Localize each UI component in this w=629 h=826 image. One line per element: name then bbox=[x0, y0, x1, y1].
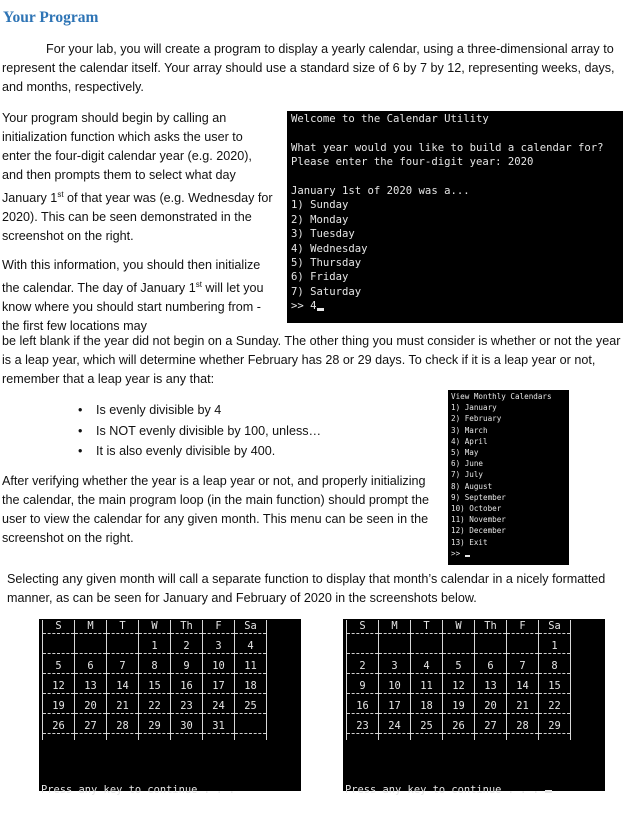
init-paragraph bbox=[2, 109, 274, 246]
separator-cell bbox=[443, 734, 475, 741]
menu-option: 1) January bbox=[451, 403, 497, 413]
day-cell: 24 bbox=[203, 700, 235, 714]
day-header: F bbox=[203, 620, 235, 634]
day-cell: 27 bbox=[475, 720, 507, 734]
console-blank bbox=[291, 126, 619, 140]
day-cell bbox=[443, 640, 475, 654]
console-input: >> 4 bbox=[291, 300, 317, 313]
press-any-key bbox=[345, 784, 552, 796]
day-cell bbox=[75, 640, 107, 654]
menu-option: 9) September bbox=[451, 492, 506, 502]
day-cell: 1 bbox=[539, 640, 571, 654]
day-cell: 15 bbox=[139, 680, 171, 694]
menu-option: 7) July bbox=[451, 470, 484, 480]
calendar-week-row bbox=[43, 640, 267, 654]
day-cell: 12 bbox=[443, 680, 475, 694]
bullet-item: • Is evenly divisible by 4 bbox=[78, 400, 321, 421]
calendar-week-row bbox=[43, 700, 267, 714]
bullet-item: • Is NOT evenly divisible by 100, unless… bbox=[78, 421, 321, 442]
menu-title: View Monthly Calendars bbox=[451, 392, 552, 401]
day-cell: 2 bbox=[171, 640, 203, 654]
calendar-grid bbox=[346, 620, 571, 740]
january-calendar-console bbox=[39, 619, 301, 796]
day-cell: 14 bbox=[507, 680, 539, 694]
menu-option: 11) November bbox=[451, 515, 506, 525]
day-header: Th bbox=[171, 620, 203, 634]
separator-cell bbox=[539, 734, 571, 741]
day-cell: 23 bbox=[171, 700, 203, 714]
calendar-week-row bbox=[43, 720, 267, 734]
day-cell: 29 bbox=[139, 720, 171, 734]
menu-option: 3) March bbox=[451, 425, 488, 435]
menu-option: 6) June bbox=[451, 459, 484, 469]
initialize-text-a: With this information, you should then initialize the calendar. The day of January 1 bbox=[2, 258, 261, 296]
day-cell: 22 bbox=[139, 700, 171, 714]
day-cell: 22 bbox=[539, 700, 571, 714]
day-cell: 26 bbox=[43, 720, 75, 734]
day-cell: 6 bbox=[475, 660, 507, 674]
calendar-week-row bbox=[347, 700, 571, 714]
day-cell: 17 bbox=[379, 700, 411, 714]
day-cell: 23 bbox=[347, 720, 379, 734]
day-cell bbox=[347, 640, 379, 654]
february-calendar-console bbox=[343, 619, 605, 796]
day-cell: 9 bbox=[171, 660, 203, 674]
separator-cell bbox=[107, 734, 139, 741]
calendar-week-row bbox=[347, 660, 571, 674]
leap-year-rules bbox=[78, 400, 321, 462]
day-cell: 16 bbox=[171, 680, 203, 694]
day-cell: 21 bbox=[507, 700, 539, 714]
separator-cell bbox=[203, 734, 235, 741]
day-header: Sa bbox=[235, 620, 267, 634]
day-cell: 7 bbox=[107, 660, 139, 674]
day-header: W bbox=[443, 620, 475, 634]
console-option: 7) Saturday bbox=[291, 285, 362, 298]
day-cell bbox=[107, 640, 139, 654]
console-option: 2) Monday bbox=[291, 213, 349, 226]
console-year-prompt: Please enter the four-digit year: 2020 bbox=[291, 156, 534, 169]
cursor-icon bbox=[317, 308, 324, 311]
day-cell: 20 bbox=[475, 700, 507, 714]
console-jan-prompt: January 1st of 2020 was a... bbox=[291, 185, 470, 198]
day-cell: 11 bbox=[235, 660, 267, 674]
press-any-key bbox=[41, 784, 235, 796]
initialize-sup: st bbox=[195, 280, 202, 289]
day-cell: 13 bbox=[75, 680, 107, 694]
console-option: 5) Thursday bbox=[291, 257, 362, 270]
menu-console bbox=[448, 390, 569, 565]
menu-input-line bbox=[451, 548, 566, 559]
day-cell: 19 bbox=[43, 700, 75, 714]
separator-cell bbox=[411, 734, 443, 741]
day-cell: 4 bbox=[411, 660, 443, 674]
separator-cell bbox=[347, 734, 379, 741]
calendar-week-row bbox=[347, 680, 571, 694]
day-cell: 25 bbox=[235, 700, 267, 714]
day-cell: 9 bbox=[347, 680, 379, 694]
console-question: What year would you like to build a calendar for? bbox=[291, 141, 604, 154]
console-option: 6) Friday bbox=[291, 271, 349, 284]
day-cell: 26 bbox=[443, 720, 475, 734]
day-cell: 13 bbox=[475, 680, 507, 694]
day-header: Th bbox=[475, 620, 507, 634]
day-cell: 5 bbox=[443, 660, 475, 674]
menu-option: 13) Exit bbox=[451, 537, 488, 547]
day-cell: 2 bbox=[347, 660, 379, 674]
day-cell: 18 bbox=[235, 680, 267, 694]
day-cell: 1 bbox=[139, 640, 171, 654]
intro-paragraph: For your lab, you will create a program to display a yearly calendar, using a three-dimensional array to represent the calendar itself. Your array should use a standard size of 6 by 7 by 12, representing weeks, days, and months, respectively. bbox=[2, 42, 615, 94]
day-cell bbox=[379, 640, 411, 654]
day-cell: 10 bbox=[203, 660, 235, 674]
day-cell: 29 bbox=[539, 720, 571, 734]
day-cell: 24 bbox=[379, 720, 411, 734]
separator-cell bbox=[75, 734, 107, 741]
day-cell bbox=[411, 640, 443, 654]
day-cell: 4 bbox=[235, 640, 267, 654]
day-cell: 8 bbox=[139, 660, 171, 674]
day-cell bbox=[507, 640, 539, 654]
menu-paragraph: After verifying whether the year is a leap year or not, and properly initializing the calendar, the main program loop (in the main function) should prompt the user to view the calendar for any given month. This menu can be seen in the screenshot on the right. bbox=[2, 474, 430, 545]
menu-input: >> bbox=[451, 548, 465, 558]
day-cell: 6 bbox=[75, 660, 107, 674]
day-cell: 30 bbox=[171, 720, 203, 734]
day-cell: 20 bbox=[75, 700, 107, 714]
console-input-line bbox=[291, 299, 619, 313]
init-sup: st bbox=[57, 190, 64, 199]
day-cell: 17 bbox=[203, 680, 235, 694]
day-header: S bbox=[347, 620, 379, 634]
day-cell: 5 bbox=[43, 660, 75, 674]
day-cell: 3 bbox=[203, 640, 235, 654]
day-cell bbox=[43, 640, 75, 654]
day-cell bbox=[235, 720, 267, 734]
day-header: T bbox=[411, 620, 443, 634]
init-text-a: Your program should begin by calling an initialization function which asks the user to enter the four-digit calendar year (e.g. 2020), and then prompts them to select what day January 1 bbox=[2, 111, 252, 206]
day-header: W bbox=[139, 620, 171, 634]
day-cell: 16 bbox=[347, 700, 379, 714]
day-cell: 28 bbox=[107, 720, 139, 734]
init-text-b: of that year was (e.g. Wednesday for 2020). This can be seen demonstrated in the screenshot on the right. bbox=[2, 191, 273, 244]
separator-cell bbox=[171, 734, 203, 741]
day-header: Sa bbox=[539, 620, 571, 634]
leap-year-paragraph: be left blank if the year did not begin on a Sunday. The other thing you must consider is whether or not the year is a leap year, which will determine whether February has 28 or 29 days. To check if it is a leap year or not, remember that a leap year is any that: bbox=[2, 334, 621, 386]
menu-option: 10) October bbox=[451, 504, 502, 514]
calendar-week-row bbox=[347, 640, 571, 654]
day-cell: 8 bbox=[539, 660, 571, 674]
day-cell: 10 bbox=[379, 680, 411, 694]
separator-cell bbox=[379, 734, 411, 741]
day-cell: 3 bbox=[379, 660, 411, 674]
menu-option: 8) August bbox=[451, 481, 493, 491]
day-cell: 31 bbox=[203, 720, 235, 734]
display-paragraph: Selecting any given month will call a separate function to display that month’s calendar in a nicely formatted manner, as can be seen for January and February of 2020 in the screenshots below. bbox=[7, 572, 606, 605]
calendar-header-row bbox=[347, 620, 571, 634]
console-option: 3) Tuesday bbox=[291, 228, 355, 241]
day-header: M bbox=[75, 620, 107, 634]
day-cell: 21 bbox=[107, 700, 139, 714]
press-any-key-text: Press any key to continue . . . bbox=[345, 784, 539, 796]
calendar-header-row bbox=[43, 620, 267, 634]
day-header: F bbox=[507, 620, 539, 634]
separator-cell bbox=[475, 734, 507, 741]
bullet-item: • It is also evenly divisible by 400. bbox=[78, 441, 321, 462]
day-header: M bbox=[379, 620, 411, 634]
day-cell: 28 bbox=[507, 720, 539, 734]
day-cell: 14 bbox=[107, 680, 139, 694]
day-cell: 27 bbox=[75, 720, 107, 734]
initialize-text-b: will let you know where you should start numbering from - the first few locations may bbox=[2, 281, 264, 334]
menu-option: 4) April bbox=[451, 436, 488, 446]
menu-option: 2) February bbox=[451, 414, 502, 424]
section-heading: Your Program bbox=[3, 9, 99, 26]
day-cell: 12 bbox=[43, 680, 75, 694]
console-option: 1) Sunday bbox=[291, 199, 349, 212]
day-cell: 7 bbox=[507, 660, 539, 674]
menu-option: 5) May bbox=[451, 448, 479, 458]
separator-cell bbox=[139, 734, 171, 741]
menu-option: 12) December bbox=[451, 526, 506, 536]
day-cell: 11 bbox=[411, 680, 443, 694]
day-cell: 18 bbox=[411, 700, 443, 714]
row-separator bbox=[43, 734, 267, 741]
separator-cell bbox=[235, 734, 267, 741]
row-separator bbox=[347, 734, 571, 741]
separator-cell bbox=[507, 734, 539, 741]
separator-cell bbox=[43, 734, 75, 741]
initialize-paragraph bbox=[2, 256, 274, 336]
day-cell: 25 bbox=[411, 720, 443, 734]
day-header: T bbox=[107, 620, 139, 634]
console-blank bbox=[291, 170, 619, 184]
cursor-icon bbox=[465, 555, 470, 557]
press-any-key-text: Press any key to continue . . . bbox=[41, 784, 235, 796]
calendar-week-row bbox=[43, 680, 267, 694]
setup-console bbox=[287, 111, 623, 323]
day-cell bbox=[475, 640, 507, 654]
calendar-week-row bbox=[43, 660, 267, 674]
cursor-icon bbox=[545, 790, 552, 793]
calendar-week-row bbox=[347, 720, 571, 734]
calendar-grid bbox=[42, 620, 267, 740]
day-header: S bbox=[43, 620, 75, 634]
console-option: 4) Wednesday bbox=[291, 242, 368, 255]
day-cell: 19 bbox=[443, 700, 475, 714]
day-cell: 15 bbox=[539, 680, 571, 694]
console-welcome: Welcome to the Calendar Utility bbox=[291, 113, 489, 125]
